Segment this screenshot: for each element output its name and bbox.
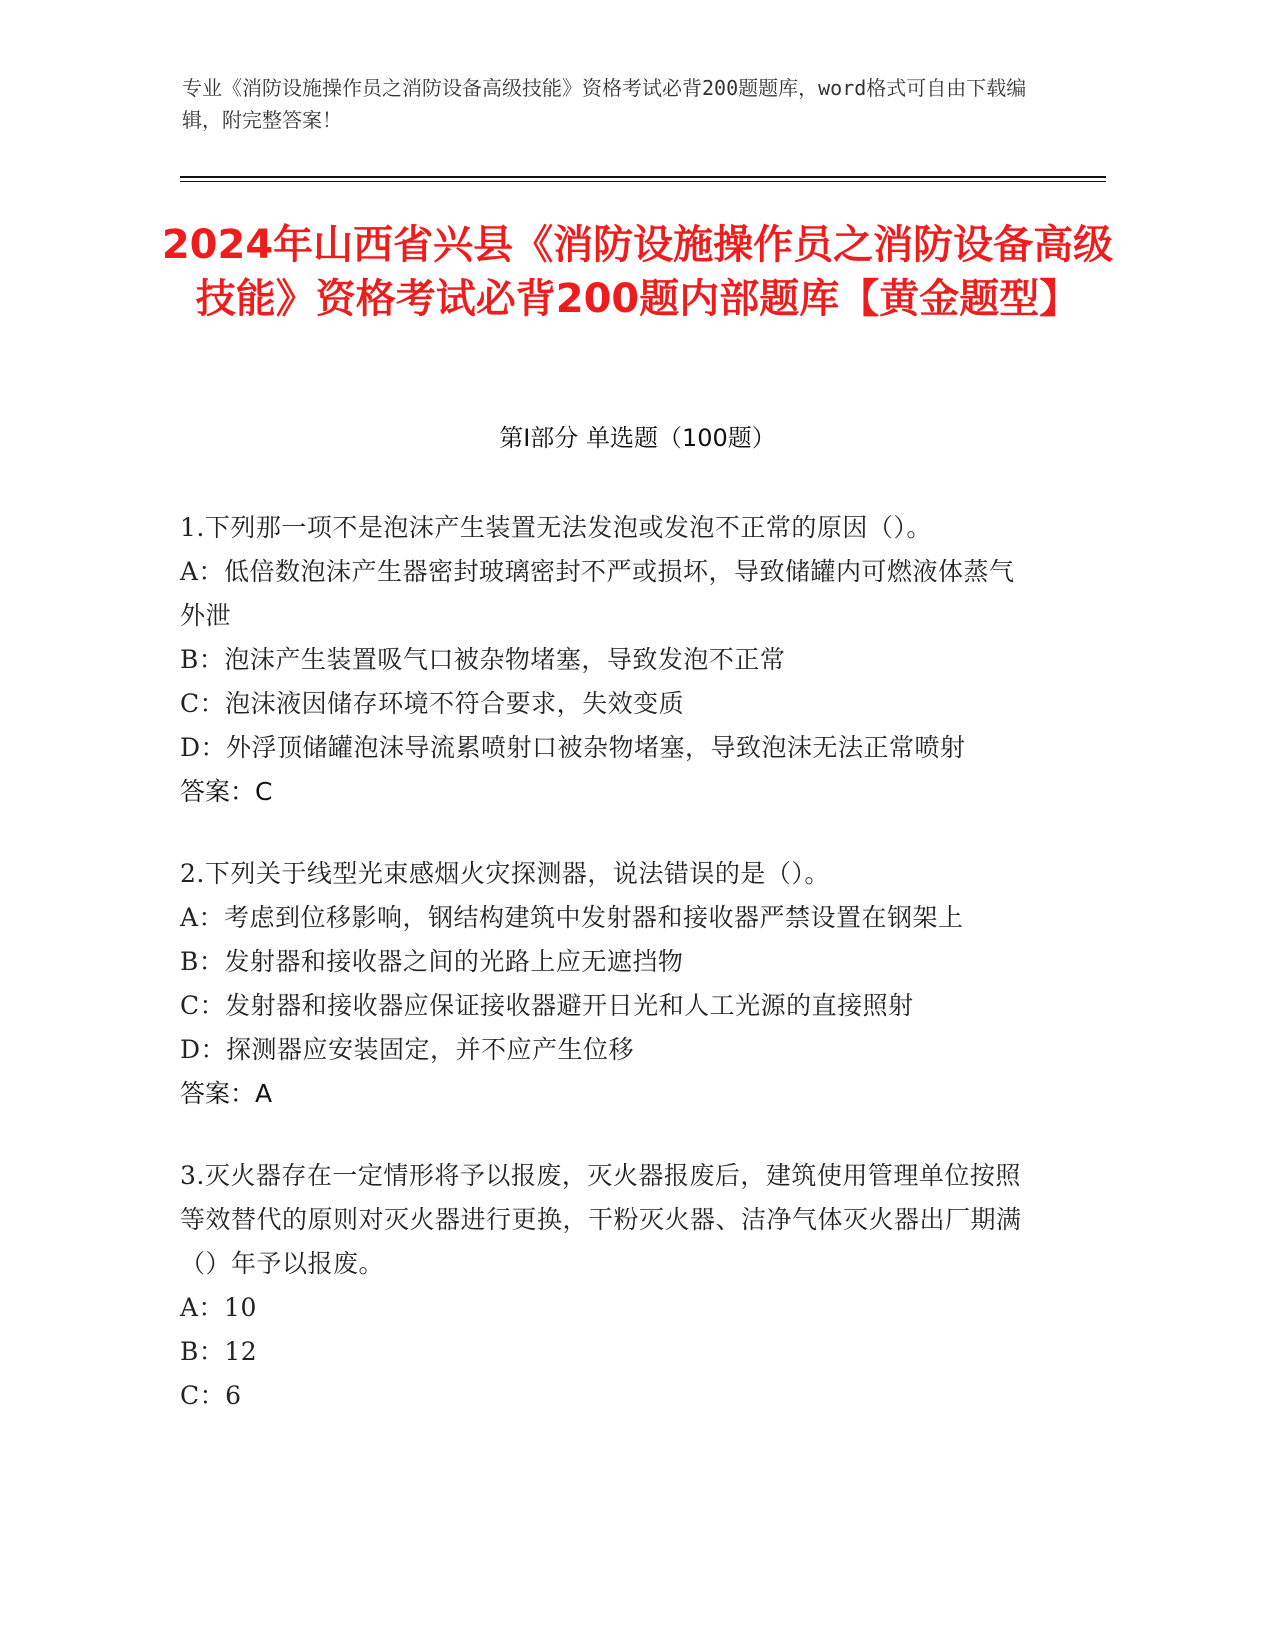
- option-a: A：考虑到位移影响，钢结构建筑中发射器和接收器严禁设置在钢架上: [180, 903, 964, 932]
- question-stem: 2.下列关于线型光束感烟火灾探测器，说法错误的是（）。: [180, 859, 830, 888]
- answer-line: 答案：C: [180, 777, 273, 806]
- option-c: C：发射器和接收器应保证接收器避开日光和人工光源的直接照射: [180, 991, 914, 1020]
- option-a: A：10: [180, 1293, 257, 1322]
- option-b: B：泡沫产生装置吸气口被杂物堵塞，导致发泡不正常: [180, 645, 786, 674]
- question-3: [180, 1154, 1030, 1418]
- option-b: B：12: [180, 1337, 258, 1366]
- option-d: D：外浮顶储罐泡沫导流累喷射口被杂物堵塞，导致泡沫无法正常喷射: [180, 733, 966, 762]
- answer-line: 答案：A: [180, 1079, 273, 1108]
- option-c: C：泡沫液因储存环境不符合要求，失效变质: [180, 689, 685, 718]
- option-a: A：低倍数泡沫产生器密封玻璃密封不严或损坏，导致储罐内可燃液体蒸气外泄: [180, 557, 1015, 630]
- question-2: [180, 852, 1030, 1116]
- question-1: [180, 506, 1030, 814]
- option-d: D：探测器应安装固定，并不应产生位移: [180, 1035, 635, 1064]
- question-list: [180, 506, 1030, 1456]
- header-note: 专业《消防设施操作员之消防设备高级技能》资格考试必背200题题库，word格式可自由下载编辑，附完整答案！: [182, 76, 1027, 132]
- header-divider-thick: [180, 176, 1106, 178]
- question-stem: 1.下列那一项不是泡沫产生装置无法发泡或发泡不正常的原因（）。: [180, 513, 932, 542]
- question-stem: 3.灭火器存在一定情形将予以报废，灭火器报废后，建筑使用管理单位按照等效替代的原则对灭火器进行更换，干粉灭火器、洁净气体灭火器出厂期满（）年予以报废。: [180, 1161, 1022, 1278]
- document-title: 2024年山西省兴县《消防设施操作员之消防设备高级技能》资格考试必背200题内部题库【黄金题型】: [161, 222, 1114, 322]
- option-b: B：发射器和接收器之间的光路上应无遮挡物: [180, 947, 684, 976]
- option-c: C：6: [180, 1381, 242, 1410]
- header-divider-thin: [180, 181, 1106, 182]
- section-heading: 第I部分 单选题（100题）: [499, 424, 776, 452]
